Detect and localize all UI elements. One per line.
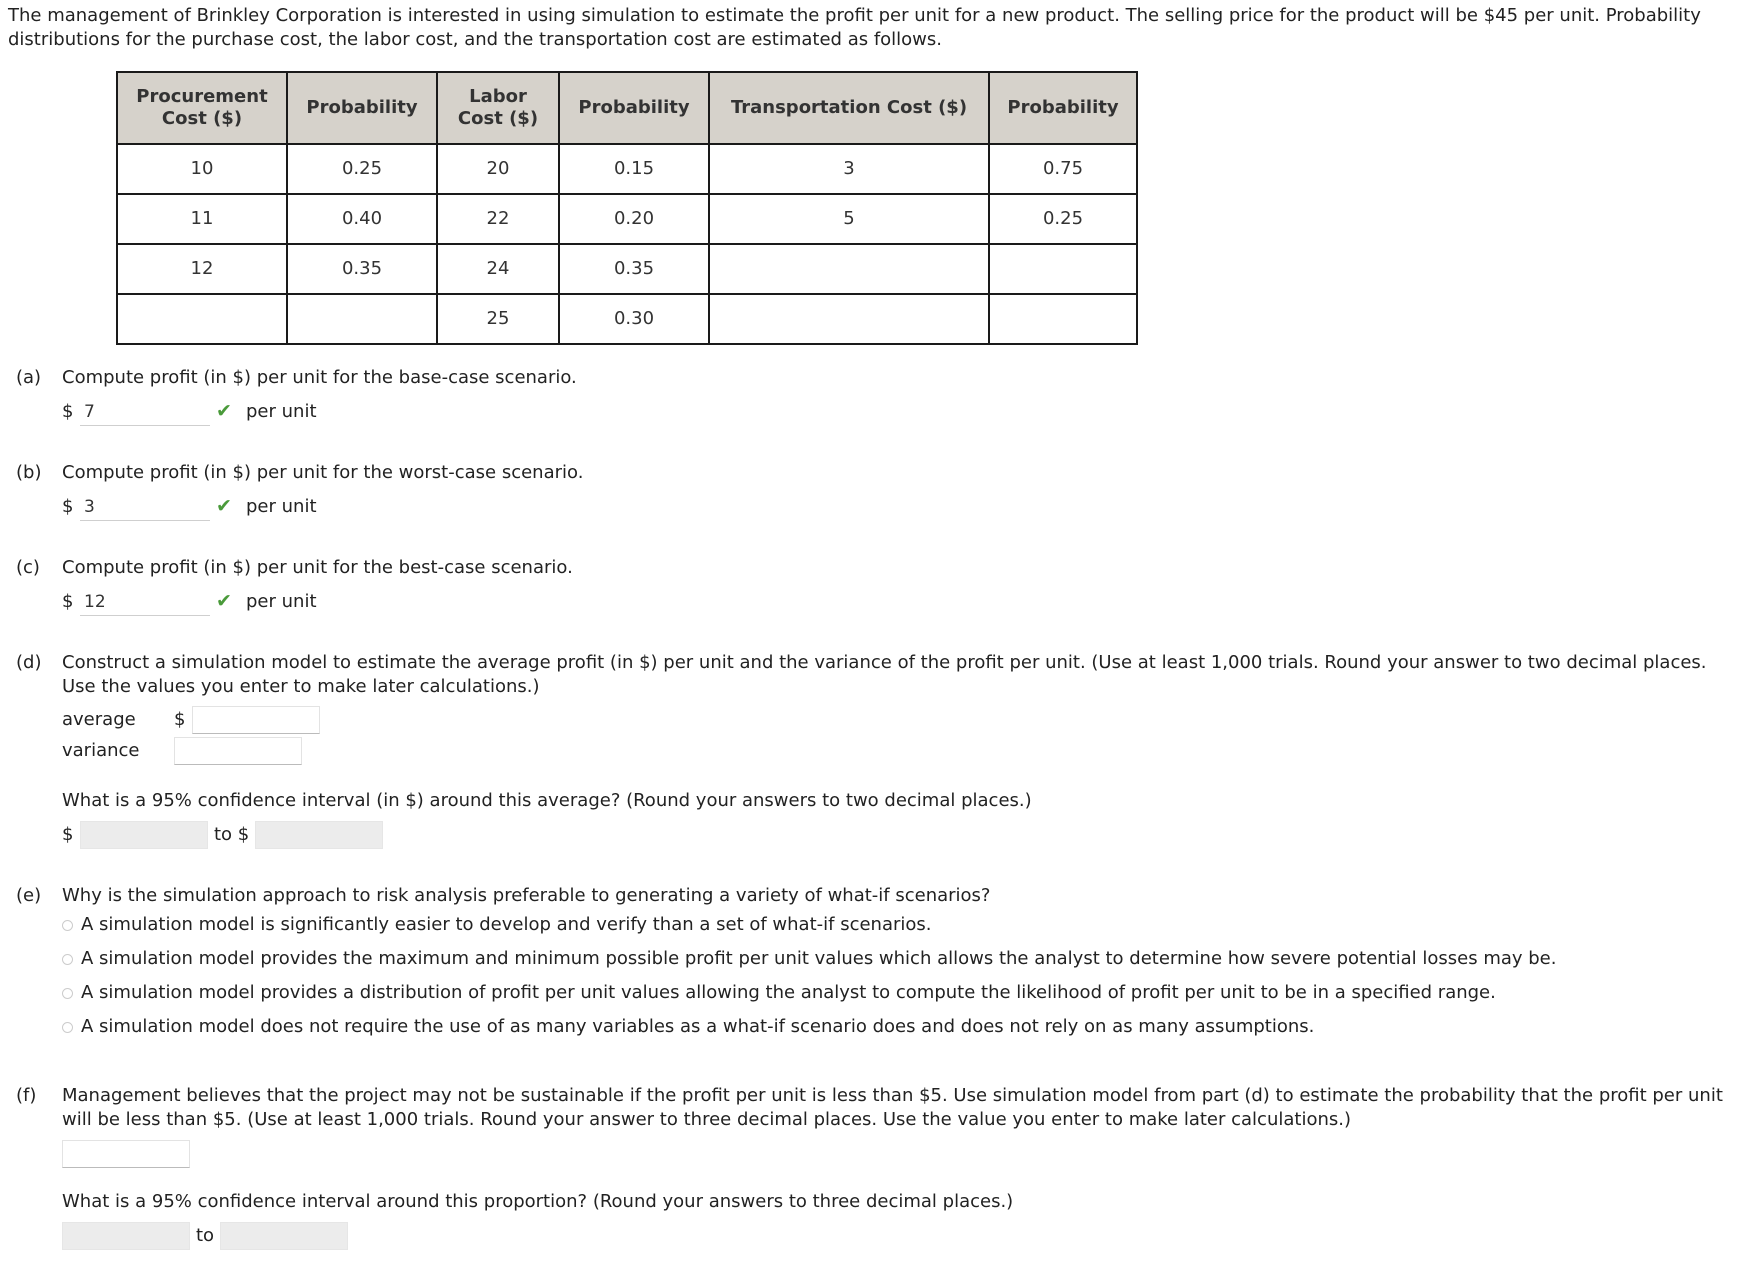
question-b xyxy=(16,461,1746,485)
table-row xyxy=(117,144,1137,194)
radio-button-icon[interactable] xyxy=(62,988,73,999)
option-text: A simulation model provides a distribution of profit per unit values allowing the analyst to compute the likelihood of profit per unit to be in a specified range. xyxy=(81,982,1496,1004)
table-cell: 0.35 xyxy=(559,244,709,294)
unit-label: per unit xyxy=(246,495,317,517)
question-label: (f) xyxy=(16,1085,37,1106)
table-cell: 0.35 xyxy=(287,244,437,294)
problem-intro xyxy=(8,4,1743,53)
table-cell: 3 xyxy=(709,144,989,194)
table-cell: 25 xyxy=(437,294,559,344)
header-probability-3: Probability xyxy=(989,72,1137,144)
radio-option-3[interactable] xyxy=(42,976,1746,1010)
table-cell: 11 xyxy=(117,194,287,244)
table-cell: 0.15 xyxy=(559,144,709,194)
option-text: A simulation model provides the maximum and minimum possible profit per unit values which allows the analyst to determine how severe potential losses may be. xyxy=(81,948,1557,970)
best-case-profit-input[interactable]: 12 xyxy=(80,588,210,616)
question-e xyxy=(16,884,1746,1044)
option-text: A simulation model does not require the use of as many variables as a what-if scenario does and does not rely on as many assumptions. xyxy=(81,1016,1315,1038)
proportion-ci-upper-input[interactable] xyxy=(220,1222,348,1250)
table-cell: 0.25 xyxy=(989,194,1137,244)
table-cell: 10 xyxy=(117,144,287,194)
header-transportation-cost: Transportation Cost ($) xyxy=(709,72,989,144)
variance-label: variance xyxy=(62,739,140,761)
confidence-interval-row-d xyxy=(62,821,383,849)
currency-symbol: $ xyxy=(62,495,74,517)
question-f-ci xyxy=(16,1190,1746,1214)
currency-symbol: $ xyxy=(174,708,186,730)
checkmark-icon: ✔ xyxy=(216,590,232,613)
question-text: Construct a simulation model to estimate the average profit (in $) per unit and the variance of the profit per unit. (Use at least 1,000 trials. Round your answer to two decimal places. xyxy=(62,652,1707,673)
table-cell: 0.40 xyxy=(287,194,437,244)
intro-line-2: distributions for the purchase cost, the labor cost, and the transportation cost are estimated as follows. xyxy=(8,29,943,51)
question-text: will be less than $5. (Use at least 1,000 trials. Round your answer to three decimal places. Use the value you enter to make later calculations.) xyxy=(62,1109,1351,1131)
ci-upper-input[interactable] xyxy=(255,821,383,849)
table-row xyxy=(117,294,1137,344)
question-text: What is a 95% confidence interval (in $) around this average? (Round your answers to two decimal places.) xyxy=(62,790,1032,811)
table-cell: 0.25 xyxy=(287,144,437,194)
question-d-ci xyxy=(16,789,1746,813)
answer-row-a xyxy=(62,398,317,426)
question-label: (d) xyxy=(16,652,42,673)
header-procurement-cost: Procurement Cost ($) xyxy=(117,72,287,144)
question-text: What is a 95% confidence interval around this proportion? (Round your answers to three decimal places.) xyxy=(62,1191,1014,1212)
question-label: (a) xyxy=(16,367,42,388)
probability-input[interactable] xyxy=(62,1140,190,1168)
table-cell: 0.75 xyxy=(989,144,1137,194)
checkmark-icon: ✔ xyxy=(216,495,232,518)
radio-option-1[interactable] xyxy=(42,908,1746,942)
question-label: (b) xyxy=(16,462,42,483)
confidence-interval-row-f xyxy=(62,1222,348,1250)
answer-row-b xyxy=(62,493,317,521)
radio-option-2[interactable] xyxy=(42,942,1746,976)
table-header-row xyxy=(117,72,1137,144)
probability-distribution-table xyxy=(116,71,1138,345)
table-row xyxy=(117,194,1137,244)
table-cell xyxy=(709,294,989,344)
table-cell: 5 xyxy=(709,194,989,244)
table-row xyxy=(117,244,1137,294)
table-cell xyxy=(117,294,287,344)
table-cell: 22 xyxy=(437,194,559,244)
table-cell: 20 xyxy=(437,144,559,194)
currency-symbol: $ xyxy=(62,590,74,612)
question-f xyxy=(16,1084,1746,1133)
option-text: A simulation model is significantly easier to develop and verify than a set of what-if scenarios. xyxy=(81,914,932,936)
worst-case-profit-input[interactable]: 3 xyxy=(80,493,210,521)
variance-row xyxy=(62,737,302,765)
variance-input[interactable] xyxy=(174,737,302,765)
header-probability-2: Probability xyxy=(559,72,709,144)
question-text: Why is the simulation approach to risk analysis preferable to generating a variety of what-if scenarios? xyxy=(62,885,991,906)
average-row xyxy=(62,706,320,734)
question-label: (e) xyxy=(16,885,42,906)
currency-symbol: $ xyxy=(62,400,74,422)
question-text: Compute profit (in $) per unit for the base-case scenario. xyxy=(62,367,577,388)
unit-label: per unit xyxy=(246,400,317,422)
average-profit-input[interactable] xyxy=(192,706,320,734)
header-labor-cost: Labor Cost ($) xyxy=(437,72,559,144)
intro-line-1: The management of Brinkley Corporation is interested in using simulation to estimate the profit per unit for a new product. The selling price for the product will be $45 per unit. Probability xyxy=(8,5,1701,26)
table-cell xyxy=(989,244,1137,294)
radio-button-icon[interactable] xyxy=(62,1022,73,1033)
table-cell: 12 xyxy=(117,244,287,294)
table-cell xyxy=(709,244,989,294)
question-label: (c) xyxy=(16,557,40,578)
probability-row xyxy=(62,1140,190,1168)
question-c xyxy=(16,556,1746,580)
table-cell: 24 xyxy=(437,244,559,294)
proportion-ci-lower-input[interactable] xyxy=(62,1222,190,1250)
question-text: Management believes that the project may not be sustainable if the profit per unit is less than $5. Use simulation model from part (d) to estimate the probability that the profit per unit xyxy=(62,1085,1723,1106)
table-cell: 0.30 xyxy=(559,294,709,344)
to-label: to xyxy=(196,1224,215,1246)
to-label: to $ xyxy=(214,823,250,845)
header-probability-1: Probability xyxy=(287,72,437,144)
answer-row-c xyxy=(62,588,317,616)
question-d xyxy=(16,651,1746,700)
question-text: Compute profit (in $) per unit for the best-case scenario. xyxy=(62,557,573,578)
table-cell xyxy=(287,294,437,344)
radio-option-4[interactable] xyxy=(42,1010,1746,1044)
radio-button-icon[interactable] xyxy=(62,954,73,965)
question-text: Use the values you enter to make later calculations.) xyxy=(62,676,540,698)
question-text: Compute profit (in $) per unit for the worst-case scenario. xyxy=(62,462,584,483)
table-cell xyxy=(989,294,1137,344)
ci-lower-input[interactable] xyxy=(80,821,208,849)
base-case-profit-input[interactable]: 7 xyxy=(80,398,210,426)
radio-button-icon[interactable] xyxy=(62,920,73,931)
table-cell: 0.20 xyxy=(559,194,709,244)
question-a xyxy=(16,366,1746,390)
checkmark-icon: ✔ xyxy=(216,400,232,423)
average-label: average xyxy=(62,708,136,730)
currency-symbol: $ xyxy=(62,823,74,845)
unit-label: per unit xyxy=(246,590,317,612)
